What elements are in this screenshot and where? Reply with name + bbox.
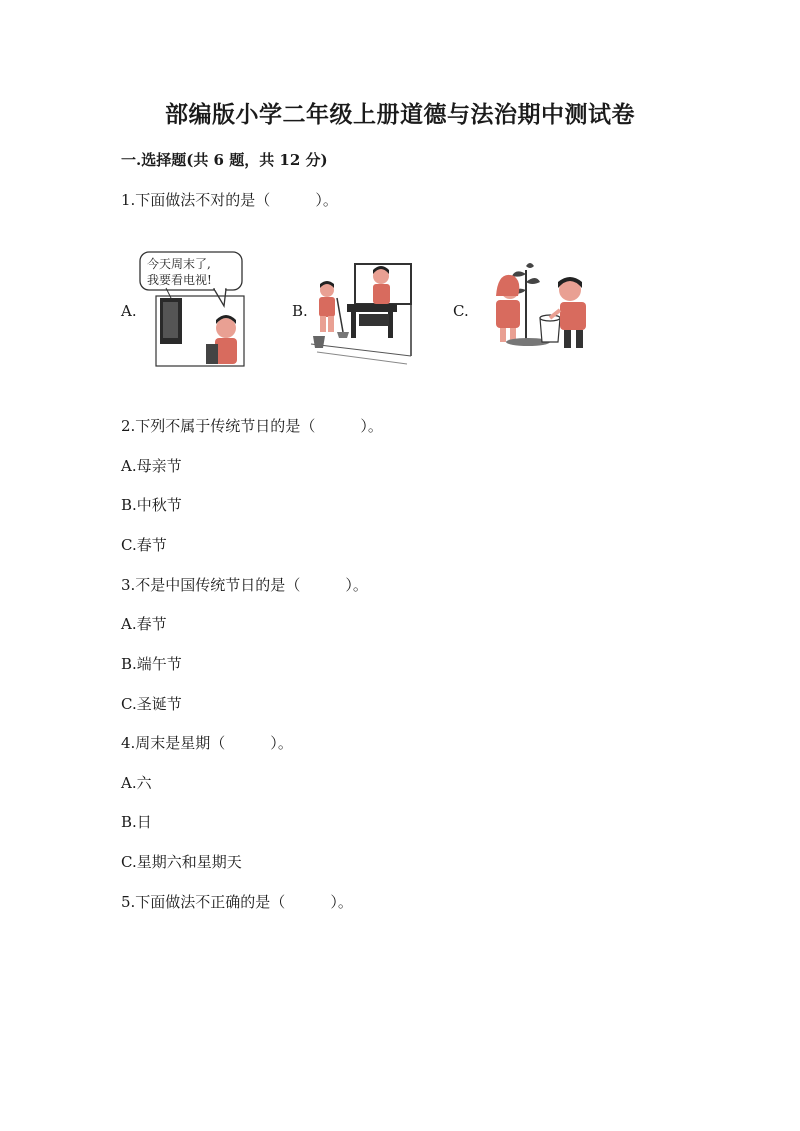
- question-3-stem: 3.不是中国传统节日的是（ ）。: [121, 576, 368, 594]
- question-1-stem: 1.下面做法不对的是（ ）。: [121, 191, 338, 209]
- q3-option-c: C.圣诞节: [121, 695, 182, 713]
- bubble-line-1: 今天周末了,: [147, 257, 211, 271]
- q1-image-b-children-cleaning-table: [307, 256, 417, 368]
- section-heading: 一.选择题(共 6 题，共 12 分): [121, 151, 328, 169]
- question-5-stem: 5.下面做法不正确的是（ ）。: [121, 893, 353, 911]
- q4-option-a: A.六: [121, 774, 152, 792]
- q4-option-c: C.星期六和星期天: [121, 853, 242, 871]
- q2-option-a: A.母亲节: [121, 457, 182, 475]
- q2-option-b: B.中秋节: [121, 496, 182, 514]
- q1-image-a-child-watching-tv: [136, 248, 248, 370]
- q1-image-c-children-planting-tree: [488, 260, 618, 352]
- q3-option-b: B.端午节: [121, 655, 182, 673]
- q1-option-c-label: C.: [453, 302, 469, 320]
- q3-option-a: A.春节: [121, 615, 167, 633]
- q1-option-b-label: B.: [292, 302, 308, 320]
- question-4-stem: 4.周末是星期（ ）。: [121, 734, 293, 752]
- q4-option-b: B.日: [121, 813, 152, 831]
- bubble-line-2: 我要看电视!: [147, 273, 212, 287]
- q1-option-a-label: A.: [121, 302, 137, 320]
- question-2-stem: 2.下列不属于传统节日的是（ ）。: [121, 417, 383, 435]
- q2-option-c: C.春节: [121, 536, 167, 554]
- page-title: 部编版小学二年级上册道德与法治期中测试卷: [165, 101, 635, 128]
